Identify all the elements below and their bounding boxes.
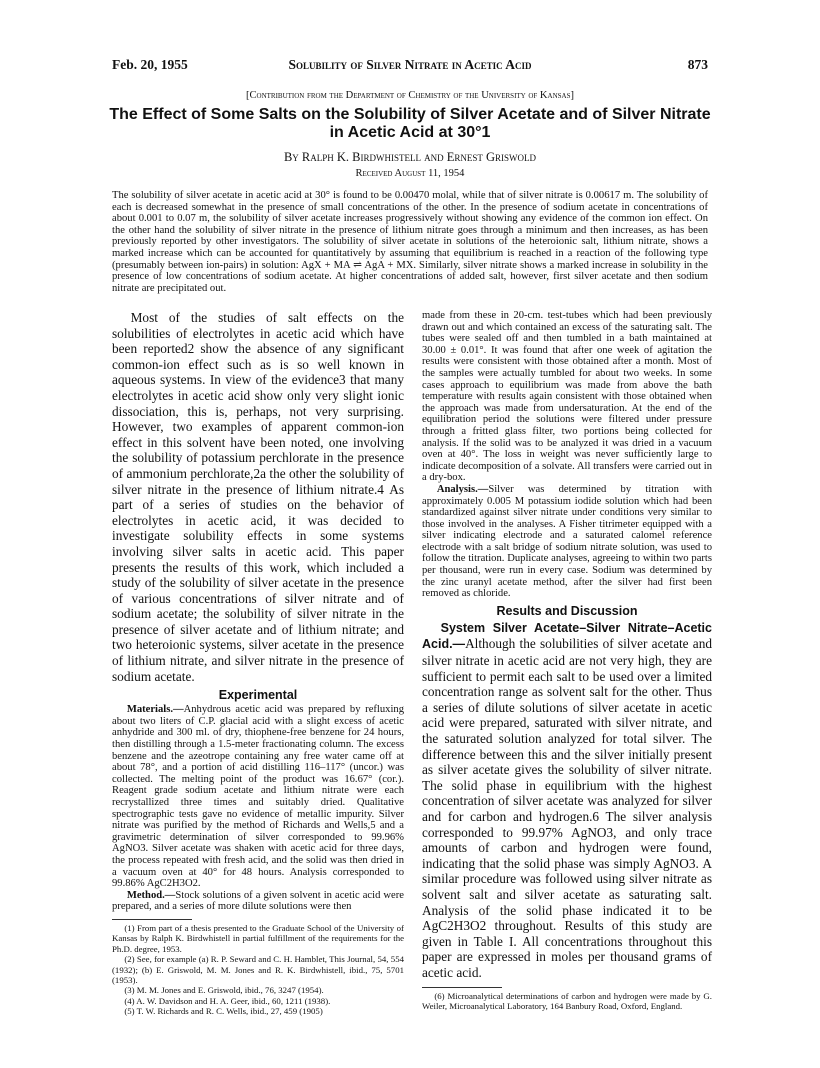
footnote-rule-right [422, 987, 502, 988]
footnote-4: (4) A. W. Davidson and H. A. Geer, ibid., 60, 1211 (1938). [124, 995, 331, 1006]
intro-paragraph: Most of the studies of salt effects on the solubilities of electrolytes in acetic acid which have been reported2 show the absence of any significant common-ion effect such as is so well known in aqueous systems. In view of the evidence3 that many electrolytes in acetic acid show only very slight ionic dissociation, this is, perhaps, not very surprising. However, two examples of apparent common-ion effect in this solvent have been noted, one involving the solubility of potassium perchlorate in the presence of ammonium perchlorate,2a the other the solubility of silver nitrate in the presence of lithium nitrate.4 As part of a series of studies on the behavior of electrolytes in acetic acid, it was decided to investigate solubility effects in some systems involving silver salts in acetic acid. This paper presents the results of this work, which included a study of the solubility of silver acetate in the presence of various concentrations of silver nitrate and of sodium acetate; the solubility of silver nitrate in the presence of silver acetate and of lithium nitrate; and two heteroionic systems, silver acetate in the presence of lithium nitrate, and silver nitrate in the presence of sodium acetate. [112, 310, 404, 684]
contribution-line: [Contribution from the Department of Chemistry of the University of Kansas] [246, 90, 574, 101]
results-text: Although the solubilities of silver acetate and silver nitrate in acetic acid are not very high, they are sufficient to permit each salt to be used over a limited concentration range as solvent salt for the other. Thus a series of dilute solutions of silver acetate in acetic acid were prepared, saturated with silver nitrate, and the saturated solution analyzed for total silver. The difference between this and the silver initially present as silver acetate gives the solubility of silver nitrate. The solid phase in equilibrium with the highest concentration of silver acetate was analyzed for silver and for carbon and hydrogen.6 The silver analysis corresponded to 99.97% AgNO3, and only trace amounts of carbon and hydrogen were found, indicating that the solid phase was simply AgNO3. A similar procedure was followed using silver nitrate as solvent salt and silver acetate as saturating salt. Analysis of the solid phase indicated it to be AgC2H3O2 throughout. Results of this study are given in Table I. All concentrations throughout this paper are expressed in moles per thousand grams of acetic acid. [422, 636, 712, 980]
results-heading: Results and Discussion [496, 603, 638, 618]
running-header [112, 57, 708, 77]
received-date: Received August 11, 1954 [355, 168, 465, 179]
footnote-1: (1) From part of a thesis presented to the Graduate School of the University of Kansas by Ralph K. Birdwhistell in partial fulfillment of the requirements for the Ph.D. degree, 1953. [112, 922, 404, 954]
materials-text: Anhydrous acetic acid was prepared by refluxing about two liters of C.P. glacial acid with a slight excess of acetic anhydride and 300 ml. of dry, thiophene-free benzene for 24 hours, then distilling through a 1.5-meter fractionating column. The excess benzene and the azeotrope containing any free water came off at about 78°, and a portion of acid distilling 116–117° (uncor.) was collected. The melting point of the product was 16.67° (cor.). Reagent grade sodium acetate and lithium nitrate were each recrystallized three times and suitably dried. Qualitative spectrographic tests gave no evidence of metallic impurity. Silver nitrate was purified by the method of Richards and Wells,5 and a gravimetric determination of silver corresponded to 99.96% AgNO3. Silver acetate was shaken with acetic acid for three days, the process repeated with fresh acid, and the solid was then dried in a vacuum oven at 40° for 48 hours. Analysis corresponded to 99.86% AgC2H3O2. [112, 704, 404, 890]
footnote-5: (5) T. W. Richards and R. C. Wells, ibid., 27, 459 (1905) [124, 1006, 323, 1017]
materials-run-in-head: Materials.— [126, 704, 184, 716]
footnote-rule [112, 919, 192, 920]
analysis-paragraph [422, 484, 712, 600]
method-run-in-head: Method.— [126, 889, 176, 901]
article-title: The Effect of Some Salts on the Solubility of Silver Acetate and of Silver Nitrate in Acetic Acid at 30°1 [109, 106, 711, 141]
method-paragraph [112, 890, 404, 913]
left-column [112, 310, 404, 1017]
author-line: By Ralph K. Birdwhistell and Ernest Griswold [283, 150, 537, 164]
header-page-number: 873 [687, 57, 708, 72]
method-continued: made from these in 20-cm. test-tubes which had been previously drawn out and which contained an excess of the saturating salt. The tubes were sealed off and then tumbled in a bath maintained at 30.00 ± 0.01°. It was found that after one week of agitation the results were consistent with those obtained after a month. Most of the samples were actually tumbled for about two weeks. In some cases approach to equilibrium was made from above the bath temperature with results again consistent with those obtained when the approach was made from undersaturation. At the end of the equilibration period the solutions were filtered under pressure through a fritted glass filter, two portions being collected for analysis. If the solid was to be analyzed it was dried in a vacuum oven at 40°. The loss in weight was never sufficiently large to indicate decomposition of a solvate. All transfers were carried out in a dry-box. [422, 310, 712, 484]
analysis-text: Silver was determined by titration with approximately 0.005 M potassium iodide solution which had been standardized against silver nitrate under conditions very similar to those involved in the analyses. A Fisher titrimeter equipped with a silver indicating electrode and a saturated calomel reference electrode with a salt bridge of sodium nitrate solution, was used to follow the titration. Duplicate analyses, agreeing to within two parts per thousand, were run in every case. Sodium was determined by the zinc uranyl acetate method, after the silver had first been removed as chloride. [422, 483, 712, 600]
abstract: The solubility of silver acetate in acetic acid at 30° is found to be 0.00470 molal, while that of silver nitrate is 0.00617 m. The solubility of each is decreased somewhat in the presence of small concentrations of the other. In the presence of sodium acetate in concentrations of about 0.001 to 0.07 m, the solubility of silver acetate increases progressively without showing any evidence of the common ion effect. On the other hand the solubility of silver nitrate in the presence of lithium nitrate goes through a minimum and then increases, as has been previously reported by other investigators. The solubility of silver acetate in solutions of the heteroionic salt, lithium nitrate, shows a marked increase which can be accounted for quantitatively by assuming that equilibrium is reached in a reaction of the following type (presumably between ion-pairs) in solution: AgX + MA ⇌ AgA + MX. Similarly, silver nitrate shows a marked increase in solubility in the presence of low concentrations of sodium acetate. At higher concentrations of added salt, however, first silver acetate and then sodium nitrate are precipitated out. [112, 190, 708, 294]
experimental-heading: Experimental [218, 688, 298, 703]
system-run-in-head: System Silver Acetate–Silver Nitrate–Acetic Acid.— [422, 620, 712, 652]
method-text: Stock solutions of a given solvent in acetic acid were prepared, and a series of more dilute solutions were then [112, 889, 404, 913]
footnote-2: (2) See, for example (a) R. P. Seward and C. H. Hamblet, This Journal, 54, 554 (1932); (b) E. Griswold, M. M. Jones and R. K. Birdwhistell, ibid., 75, 5701 (1953). [112, 954, 404, 985]
materials-paragraph [112, 704, 404, 890]
footnote-6: (6) Microanalytical determinations of carbon and hydrogen were made by G. Weiler, Microanalytical Laboratory, 164 Banbury Road, Oxford, England. [422, 990, 712, 1011]
header-running-title: Solubility of Silver Nitrate in Acetic Acid [288, 57, 532, 72]
analysis-run-in-head: Analysis.— [436, 483, 489, 495]
results-paragraph [422, 620, 712, 981]
header-date: Feb. 20, 1955 [112, 57, 188, 72]
right-column [422, 310, 712, 1011]
footnote-3: (3) M. M. Jones and E. Griswold, ibid., 76, 3247 (1954). [124, 985, 324, 996]
